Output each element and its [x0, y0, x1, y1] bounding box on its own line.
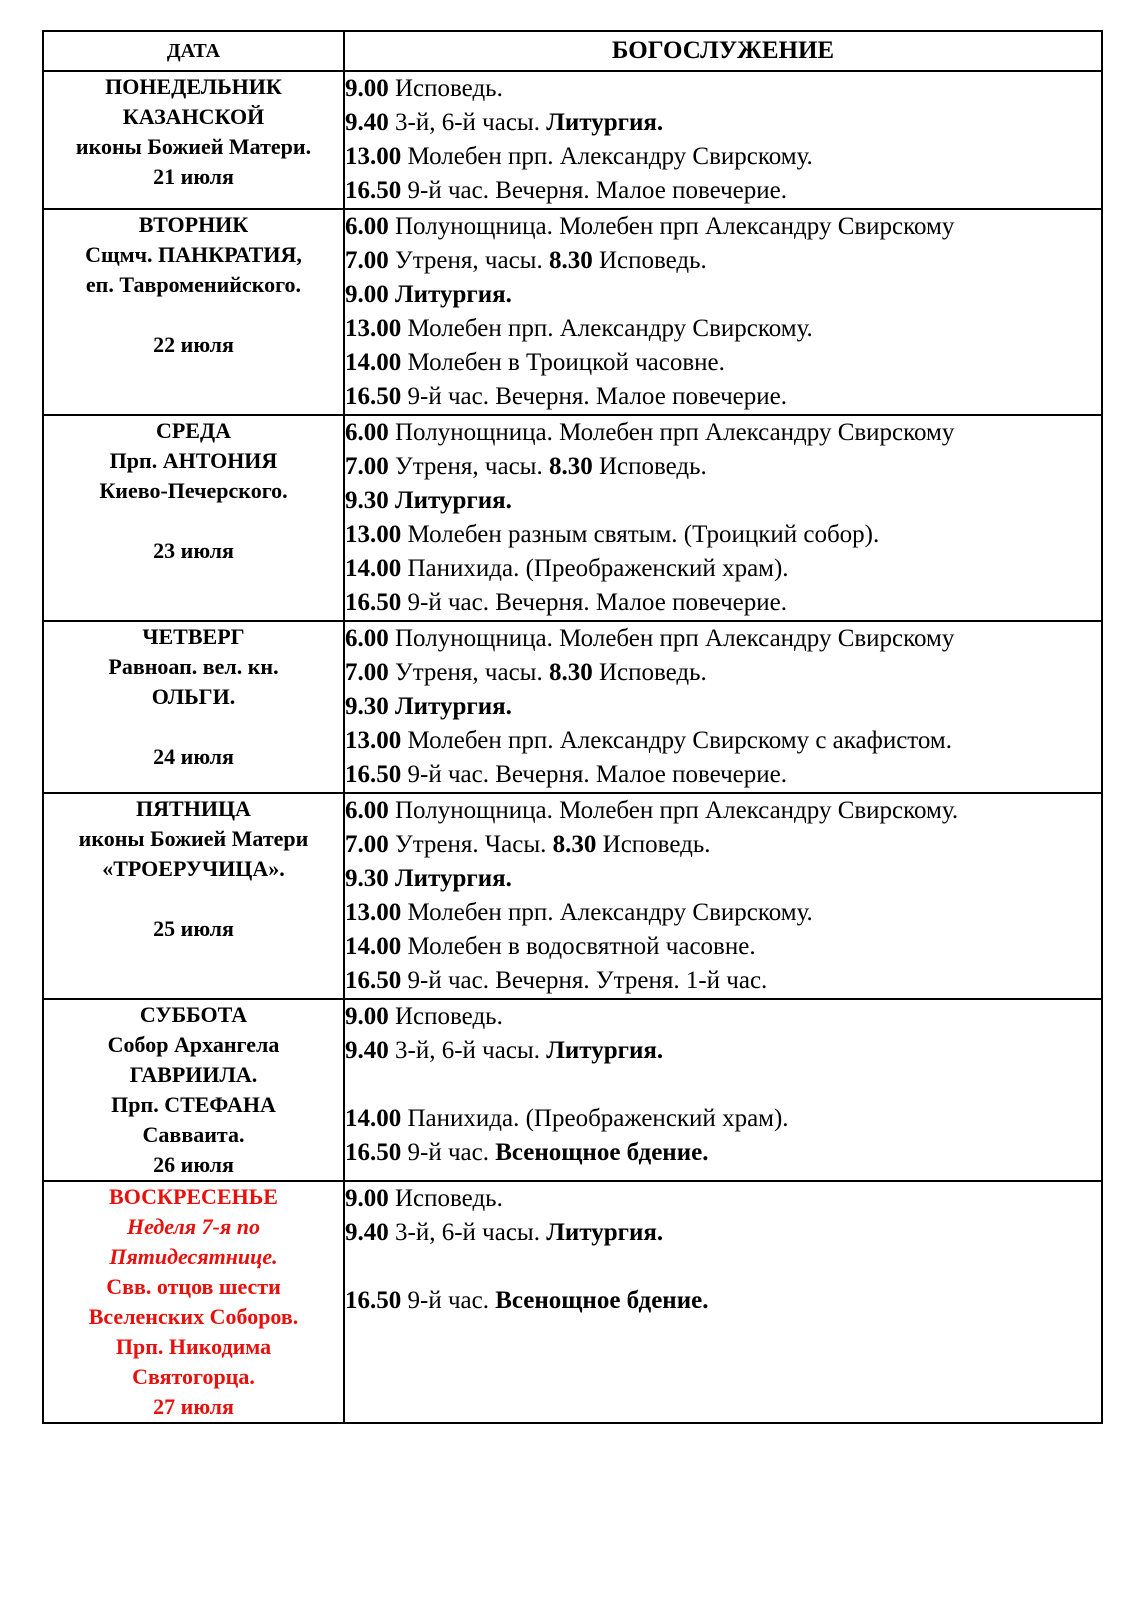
service-time-or-title: Всенощное бдение. — [495, 1139, 709, 1166]
service-text: Исповедь. — [388, 1003, 503, 1030]
schedule-body — [43, 71, 1102, 1423]
service-text: Панихида. (Преображенский храм). — [401, 555, 789, 582]
day-row — [43, 1181, 1102, 1423]
date-line: 27 июля — [153, 1394, 234, 1419]
service-text: Исповедь. — [388, 75, 503, 102]
service-line — [345, 1250, 1101, 1284]
service-time-or-title: 7.00 — [345, 659, 389, 686]
date-line: Вселенских Соборов. — [88, 1304, 299, 1329]
service-text: Молебен в Троицкой часовне. — [401, 349, 725, 376]
service-time-or-title: 14.00 — [345, 349, 402, 376]
day-date-cell — [43, 1181, 344, 1423]
day-date-cell — [43, 999, 344, 1181]
service-time-or-title: 13.00 — [345, 899, 402, 926]
day-date-cell — [43, 71, 344, 209]
day-row — [43, 793, 1102, 999]
service-time-or-title: 6.00 — [345, 625, 389, 652]
service-line — [345, 140, 1101, 174]
service-line — [345, 210, 1101, 244]
date-line: ОЛЬГИ. — [151, 684, 236, 709]
service-line — [345, 690, 1101, 724]
service-line — [345, 312, 1101, 346]
service-time-or-title: 16.50 — [345, 177, 402, 204]
service-text: Молебен в водосвятной часовне. — [401, 933, 756, 960]
service-text: 9-й час. Вечерня. Малое повечерие. — [401, 383, 787, 410]
service-text: Полунощница. Молебен прп Александру Свирскому — [388, 213, 955, 240]
service-time-or-title: 14.00 — [345, 1105, 402, 1132]
day-services-cell — [344, 1181, 1102, 1423]
service-time-or-title: 8.30 — [548, 453, 593, 480]
date-line — [44, 884, 343, 914]
day-row — [43, 415, 1102, 621]
date-line: Собор Архангела — [107, 1032, 280, 1057]
service-text: Молебен прп. Александру Свирскому. — [401, 315, 813, 342]
service-time-or-title: Литургия. — [546, 1219, 664, 1246]
date-line: Равноап. вел. кн. — [108, 654, 279, 679]
service-time-or-title: 9.30 Литургия. — [345, 865, 512, 892]
date-line: 25 июля — [153, 916, 234, 941]
service-time-or-title: 16.50 — [345, 761, 402, 788]
service-line — [345, 1182, 1101, 1216]
date-line: ГАВРИИЛА. — [129, 1062, 258, 1087]
day-services-cell — [344, 999, 1102, 1181]
date-line: СУББОТА — [139, 1002, 248, 1027]
service-time-or-title: 16.50 — [345, 589, 402, 616]
service-time-or-title: 13.00 — [345, 521, 402, 548]
day-row — [43, 621, 1102, 793]
date-line: 21 июля — [153, 164, 234, 189]
service-text: 9-й час. Вечерня. Малое повечерие. — [401, 177, 787, 204]
day-services-cell — [344, 415, 1102, 621]
service-text: 9-й час. — [401, 1139, 496, 1166]
service-line — [345, 244, 1101, 278]
service-time-or-title: 9.40 — [345, 109, 389, 136]
service-line — [345, 450, 1101, 484]
day-date-cell — [43, 209, 344, 415]
service-text: Исповедь. — [388, 1185, 503, 1212]
service-time-or-title: 9.30 Литургия. — [345, 487, 512, 514]
date-line — [44, 300, 343, 330]
service-time-or-title: 13.00 — [345, 315, 402, 342]
service-text: Полунощница. Молебен прп Александру Свирскому — [388, 419, 955, 446]
service-line — [345, 1102, 1101, 1136]
service-text: Полунощница. Молебен прп Александру Свирскому — [388, 625, 955, 652]
day-date-cell — [43, 793, 344, 999]
service-time-or-title: 16.50 — [345, 1287, 402, 1314]
day-services-cell — [344, 621, 1102, 793]
date-line: 23 июля — [153, 538, 234, 563]
header-row — [43, 31, 1102, 71]
service-line — [345, 1136, 1101, 1170]
service-line — [345, 106, 1101, 140]
date-line: Свв. отцов шести — [106, 1274, 281, 1299]
service-text: Исповедь. — [592, 453, 707, 480]
service-text: 3-й, 6-й часы. — [388, 1037, 547, 1064]
day-row — [43, 71, 1102, 209]
service-line — [345, 656, 1101, 690]
service-time-or-title: 16.50 — [345, 383, 402, 410]
service-text: Утреня. Часы. — [388, 831, 553, 858]
service-time-or-title: 14.00 — [345, 555, 402, 582]
service-text: Исповедь. — [596, 831, 711, 858]
date-line: 22 июля — [153, 332, 234, 357]
service-time-or-title: 9.40 — [345, 1219, 389, 1246]
service-time-or-title: Всенощное бдение. — [495, 1287, 709, 1314]
service-text: Молебен прп. Александру Свирскому. — [401, 899, 813, 926]
service-line — [345, 964, 1101, 998]
service-line — [345, 758, 1101, 792]
service-text: 9-й час. — [401, 1287, 496, 1314]
date-line — [44, 712, 343, 742]
date-line: 26 июля — [153, 1152, 234, 1177]
day-services-cell — [344, 209, 1102, 415]
service-time-or-title: 9.30 Литургия. — [345, 693, 512, 720]
date-line: иконы Божией Матери. — [75, 134, 312, 159]
service-text: Исповедь. — [592, 659, 707, 686]
service-time-or-title: 9.00 Литургия. — [345, 281, 512, 308]
service-text: 9-й час. Вечерня. Малое повечерие. — [401, 589, 787, 616]
date-column-header: ДАТА — [43, 31, 344, 71]
date-line: ВТОРНИК — [138, 212, 249, 237]
service-text: Утреня, часы. — [388, 659, 549, 686]
service-line — [345, 380, 1101, 414]
service-text: 3-й, 6-й часы. — [388, 1219, 547, 1246]
day-row — [43, 999, 1102, 1181]
service-time-or-title: 14.00 — [345, 933, 402, 960]
service-line — [345, 1216, 1101, 1250]
service-time-or-title: 8.30 — [548, 247, 593, 274]
service-line — [345, 1034, 1101, 1068]
service-line — [345, 174, 1101, 208]
service-time-or-title: 9.00 — [345, 75, 389, 102]
service-line — [345, 862, 1101, 896]
service-line — [345, 896, 1101, 930]
service-line — [345, 346, 1101, 380]
service-time-or-title: 16.50 — [345, 1139, 402, 1166]
date-line: Прп. СТЕФАНА — [111, 1092, 276, 1117]
service-time-or-title: 6.00 — [345, 797, 389, 824]
date-line: Сщмч. ПАНКРАТИЯ, — [85, 242, 302, 267]
service-time-or-title: 6.00 — [345, 419, 389, 446]
date-line: ЧЕТВЕРГ — [142, 624, 245, 649]
date-line: КАЗАНСКОЙ — [122, 104, 265, 129]
service-line — [345, 518, 1101, 552]
service-time-or-title: 8.30 — [548, 659, 593, 686]
service-line — [345, 1000, 1101, 1034]
service-line — [345, 724, 1101, 758]
service-line — [345, 484, 1101, 518]
service-line — [345, 416, 1101, 450]
service-time-or-title: 7.00 — [345, 453, 389, 480]
date-line: еп. Тавроменийского. — [85, 272, 302, 297]
service-line — [345, 72, 1101, 106]
service-text: 3-й, 6-й часы. — [388, 109, 547, 136]
date-line: Киево-Печерского. — [99, 478, 288, 503]
service-text: Исповедь. — [592, 247, 707, 274]
day-services-cell — [344, 793, 1102, 999]
service-line — [345, 622, 1101, 656]
service-text: Панихида. (Преображенский храм). — [401, 1105, 789, 1132]
date-line: ПЯТНИЦА — [136, 796, 251, 821]
date-line — [44, 506, 343, 536]
date-line: Неделя 7-я по — [127, 1214, 260, 1239]
date-line: СРЕДА — [155, 418, 232, 443]
date-line: Прп. АНТОНИЯ — [109, 448, 278, 473]
service-line — [345, 552, 1101, 586]
date-line: Святогорца. — [132, 1364, 255, 1389]
service-time-or-title: Литургия. — [546, 109, 664, 136]
service-time-or-title: 6.00 — [345, 213, 389, 240]
service-time-or-title: 7.00 — [345, 247, 389, 274]
day-date-cell — [43, 415, 344, 621]
service-line — [345, 794, 1101, 828]
date-line: иконы Божией Матери — [78, 826, 309, 851]
service-text: Молебен разным святым. (Троицкий собор). — [401, 521, 880, 548]
schedule-header — [43, 31, 1102, 71]
schedule-table — [42, 30, 1103, 1424]
date-line: ВОСКРЕСЕНЬЕ — [109, 1184, 278, 1209]
day-row — [43, 209, 1102, 415]
service-line — [345, 1068, 1101, 1102]
service-time-or-title: 9.00 — [345, 1185, 389, 1212]
service-text: Молебен прп. Александру Свирскому с акафистом. — [401, 727, 952, 754]
day-services-cell — [344, 71, 1102, 209]
service-line — [345, 828, 1101, 862]
date-line: ПОНЕДЕЛЬНИК — [105, 74, 282, 99]
service-text: Молебен прп. Александру Свирскому. — [401, 143, 813, 170]
service-line — [345, 278, 1101, 312]
service-time-or-title: 8.30 — [552, 831, 597, 858]
service-text: 9-й час. Вечерня. Утреня. 1-й час. — [401, 967, 768, 994]
service-time-or-title: 13.00 — [345, 143, 402, 170]
service-line — [345, 1284, 1101, 1318]
service-text: Утреня, часы. — [388, 247, 549, 274]
day-date-cell — [43, 621, 344, 793]
service-column-header: БОГОСЛУЖЕНИЕ — [344, 31, 1102, 71]
service-time-or-title: 16.50 — [345, 967, 402, 994]
date-line: Прп. Никодима — [115, 1334, 272, 1359]
service-time-or-title: 9.40 — [345, 1037, 389, 1064]
date-line: «ТРОЕРУЧИЦА». — [102, 856, 285, 881]
service-time-or-title: Литургия. — [546, 1037, 664, 1064]
date-line: Пятидесятнице. — [109, 1244, 278, 1269]
service-time-or-title: 9.00 — [345, 1003, 389, 1030]
service-text: 9-й час. Вечерня. Малое повечерие. — [401, 761, 787, 788]
service-text: Полунощница. Молебен прп Александру Свирскому. — [388, 797, 959, 824]
service-time-or-title: 13.00 — [345, 727, 402, 754]
service-line — [345, 930, 1101, 964]
service-line — [345, 586, 1101, 620]
service-text: Утреня, часы. — [388, 453, 549, 480]
date-line: 24 июля — [153, 744, 234, 769]
service-time-or-title: 7.00 — [345, 831, 389, 858]
date-line: Савваита. — [142, 1122, 245, 1147]
